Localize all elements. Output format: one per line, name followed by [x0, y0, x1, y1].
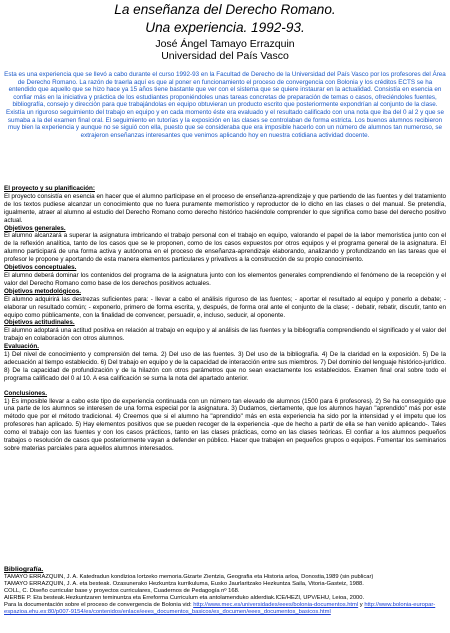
text-objetivos-actitudinales: El alumno adoptará una actitud positiva en relación al trabajo en equipo y al análisis de las fuentes y la bibliografía comprendiendo el significado y el valor del trabajo en colaboración con otros alumnos. [4, 327, 446, 343]
title-line-1: La enseñanza del Derecho Romano. [114, 2, 336, 17]
text-objetivos-conceptuales: El alumno deberá dominar los contenidos del programa de la asignatura junto con los elementos generales comprendiendo el fenómeno de la recepción y el valor del Derecho Romano como base de los derechos positivos actuales. [4, 271, 446, 287]
heading-objetivos-metodologicos: Objetivos metodológicos. [4, 287, 81, 295]
bibliography-entry-text: COLL, C. Diseño curricular base y proyectos curriculares, Cuadernos de Pedagogía nº 168. [4, 588, 240, 594]
bibliography-entry-text: AIERBE P. Eta besteak.Hezkuntzaren teminuntza eta Erreforma Curriculum eta antolamenduko alderdiak.ICE/HEZI, UPV/EHU, Leioa, 2000. [4, 595, 365, 601]
text-evaluacion: 1) Del nivel de conocimiento y comprensión del tema. 2) Del uso de las fuentes. 3) Del uso de la bibliografía. 4) De la claridad en la exposición. 5) De la adecuación al tiempo establecido. 6) Del trabajo en equipo y de la capacidad de interacción entre sus miembros. 7) Del dominio del lenguaje histórico-jurídico. 8) De la capacidad de profundización y de la hilazón con otros parámetros que no sean exactamente los establecidos. Examen final oral sobre todo el programa calificado del 0 al 10. A esa calificación se suma la nota del apartado anterior. [4, 351, 446, 382]
heading-bibliografia: Bibliografía. [4, 566, 44, 573]
text-objetivos-generales: El alumno alcanzará a superar la asignatura imbricando el trabajo personal con el trabajo en equipo, valorando el papel de la labor memorística junto con el de la reflexión analítica, tanto de los casos que se le proponen, como de los casos expuestos por otros equipos y el programa general de la asignatura. El alumno participará de una forma activa y autónoma en el proceso de enseñanza-aprendizaje elaborando, analizando y profundizando en las tareas que el profesor le propone y aportando de esta manera elementos particulares y privativos a la construcción de su propio conocimiento. [4, 232, 446, 264]
link-bolonia-ehu[interactable]: http://www.bolonia-europar-espazioa.ehu.es:80/p007-9154/es/contenidos/enlace/eees_documentos_basicos/es_documen/eees_documentos_basicos.html [4, 602, 436, 615]
poster-body [4, 185, 446, 453]
bibliography-entry-text: TAMAYO ERRAZQUIN, J. A. Katedradun kondizioa lortzeko memoria.Gizarte Zientzia, Geografia eta Historia arloa, Donostia,1989 (sin publicar) [4, 574, 374, 580]
bibliography-entry [4, 574, 446, 581]
heading-evaluacion: Evaluación. [4, 343, 39, 351]
bibliography-entry [4, 602, 446, 616]
abstract-text: Esta es una experiencia que se llevó a cabo durante el curso 1992-93 en la Facultad de Derecho de la Universidad del País Vasco por los profesores del Área de Derecho Romano. La razón de traerla aquí es que al poner en funcionamiento el proceso de convergencia con Bolonia y los créditos ECTS se ha entendido que aquello que se hizo hace ya 15 años tiene bastante que ver con el sistema que se quiere instaurar en la actualidad. Consistía en esencia en confiar más en la iniciativa y práctica de los estudiantes proponiéndoles unas tareas concretas de preparación de temas o casos, ofreciéndoles fuentes, bibliografía, consejo y dirección para que trabajándolas en equipo obtuvieran un producto escrito que posteriormente expondrían al conjunto de la clase. Existía un riguroso seguimiento del trabajo en equipo y en cada momento éste era evaluado y el resultado calificado con una nota que iba del 0 al 2 y que se sumaba a la del examen final oral. El seguimiento en tutorías y la exposición en las clases se controlaban de forma estricta. Los buenos alumnos recibieron muy bien la experiencia y aunque no se siguió con ella, puesto que se consideraba que era imposible hacerlo con un número de alumnos tan numeroso, se extrajeron enseñanzas interesantes que venimos aplicando hoy en nuestra cotidiana actividad docente. [4, 71, 446, 139]
text-proyecto: El proyecto consistía en esencia en hacer que el alumno participase en el proceso de enseñanza-aprendizaje y que partiendo de las fuentes y del tratamiento de los textos pudiese alcanzar un conocimiento que no fuera puramente memorístico y reproductor de lo dicho en las clases o del manual. Se pretendía, igualmente, atraer al alumno al estudio del Derecho Romano como derecho histórico haciéndole comprender lo que significa como base del derecho positivo actual. [4, 192, 446, 224]
heading-objetivos-generales: Objetivos generales. [4, 224, 66, 232]
heading-objetivos-conceptuales: Objetivos conceptuales. [4, 264, 77, 272]
bibliography-entry [4, 581, 446, 588]
bibliography-connector: y [359, 602, 363, 608]
section-spacer [4, 383, 446, 390]
bibliography-entry [4, 588, 446, 595]
bibliography-entry [4, 595, 446, 602]
title-line-2: Una experiencia. 1992-93. [145, 20, 305, 35]
heading-objetivos-actitudinales: Objetivos actitudinales. [4, 319, 75, 327]
bibliography-entry-text: TAMAYO ERRAZQUIN, J. A. eta besteak. Ozasunerako Hezkuntza kurrikuluma, Eusko Jaurlaritzako Hezkuntza Saila, Vitoria-Gasteiz, 1988. [4, 581, 364, 587]
bibliography-entry-text: Para la documentación sobre el proceso de convergencia de Bolonia vid: [4, 602, 192, 608]
heading-proyecto: El proyecto y su planificación: [4, 185, 95, 192]
author-name: José Ángel Tamayo Errazquin [155, 38, 295, 50]
university-name: Universidad del País Vasco [161, 50, 289, 62]
text-objetivos-metodologicos: El alumno adquirirá las destrezas suficientes para: - llevar a cabo el análisis riguroso de las fuentes; - aportar el resultado al equipo y ponerlo a debate; - elaborar un resultado común; - exponerlo, primero de forma escrita, y, después, de forma oral ante el conjunto de la clase; - debatir, rebatir, discutir, tanto en equipo como públicamente, con la finalidad de convencer, persuadir, e, incluso, seducir, al oponente. [4, 295, 446, 319]
heading-conclusiones: Conclusiones. [4, 389, 48, 397]
link-mec-bolonia[interactable]: http://www.mec.es/universidades/eees/bolonia-documentos.html [193, 602, 359, 608]
bibliography-section [4, 566, 446, 616]
text-conclusiones: 1) Es imposible llevar a cabo este tipo de experiencia continuada con un número tan elevado de alumnos (1500 para 6 profesores). 2) Se ha conseguido que una parte de los alumnos se interesen de una forma especial por la asignatura. 3) Dudamos, ciertamente, que los alumnos hayan "aprendido" más por este método que por el método tradicional. 4) Creemos que si el alumno ha "aprendido" más en esta experiencia ha sido por la intensidad y el ímpetu que los profesores han aplicado. 5) Hay elementos positivos que se pueden recoger de la experiencia -que de hecho a partir de ella se han venido aplicando-. Tales como el trabajo con las fuentes y con los casos prácticos, tanto en las clases prácticas, como en las clases teóricas. El confiar a los alumnos pequeños trabajos o resolución de casos que posteriormente vayan a defender en público. Hacer que trabajen en pequeños grupos o equipos. Fomentar los seminarios sobre materias parciales para aquellos alumnos interesados. [4, 397, 446, 452]
poster-header [0, 0, 450, 62]
